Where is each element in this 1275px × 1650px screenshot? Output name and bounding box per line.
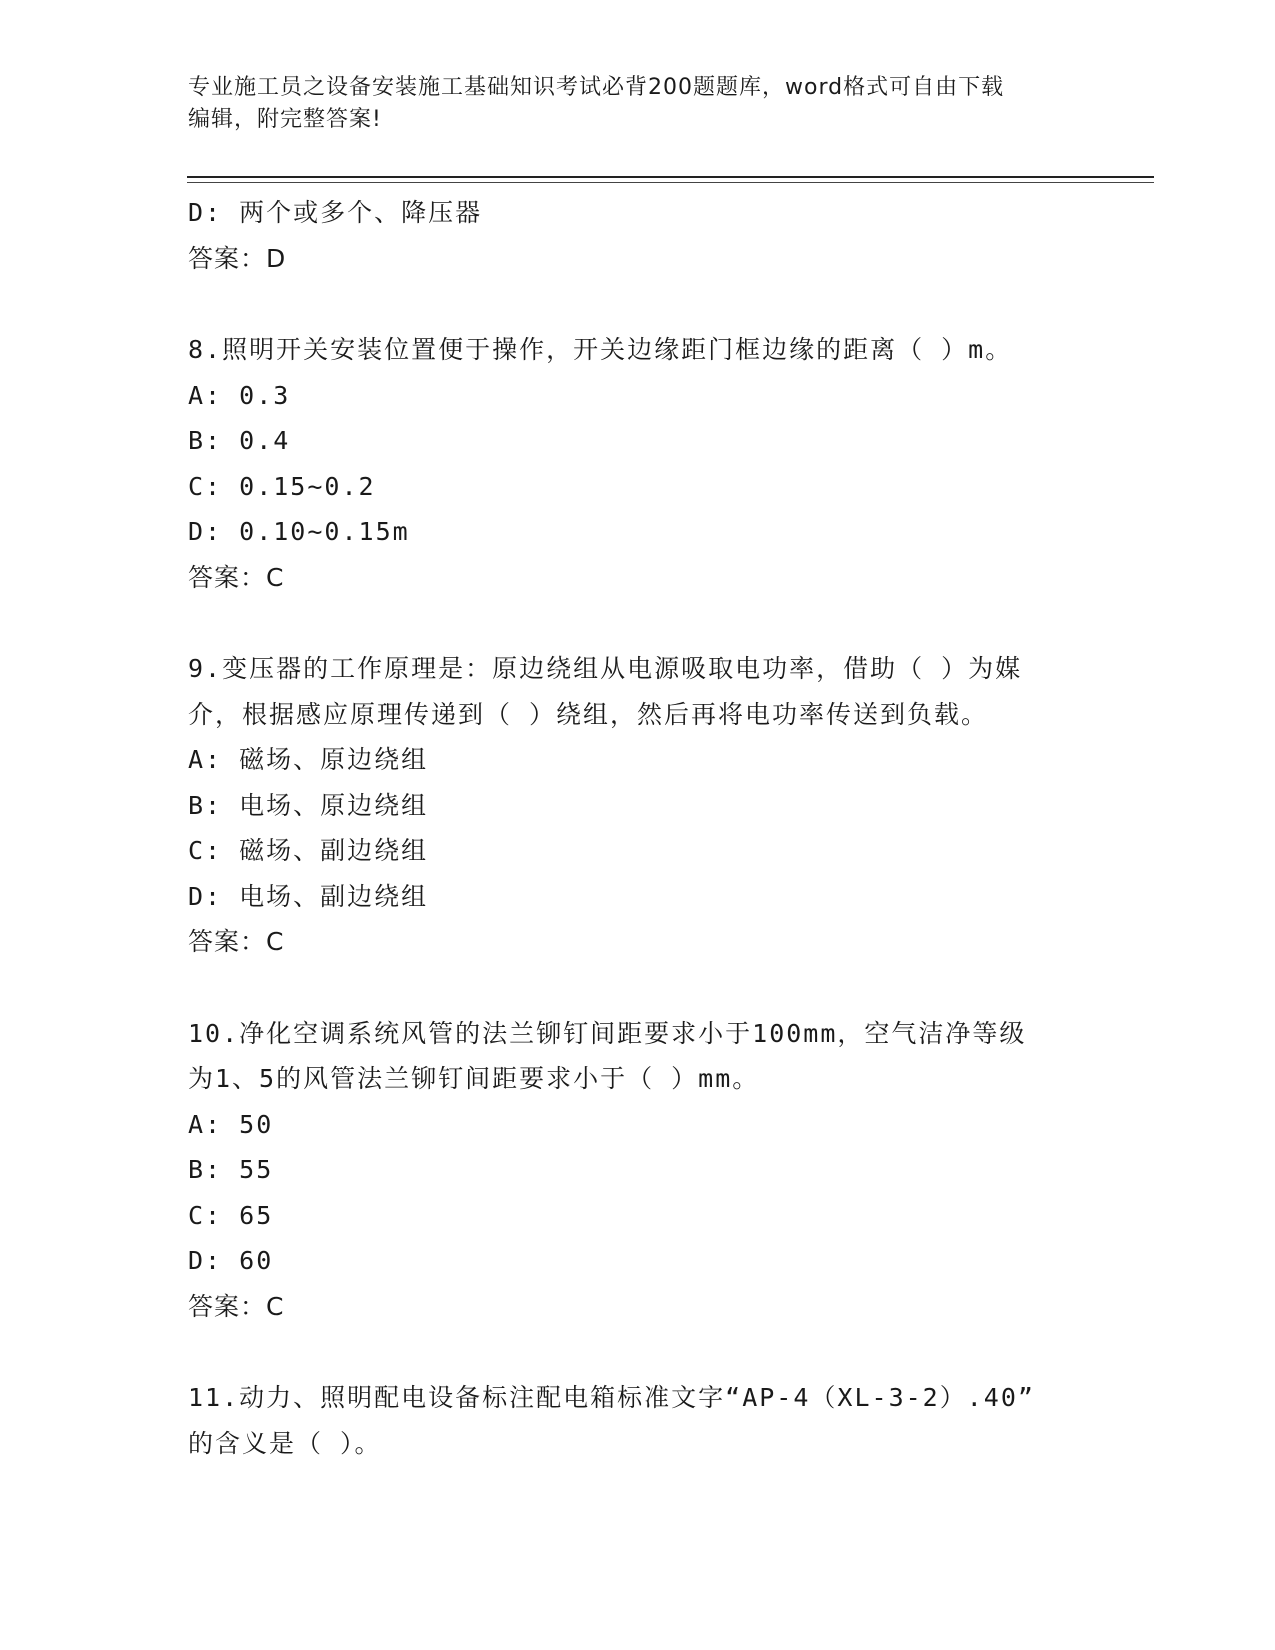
header-title-line-1: 专业施工员之设备安装施工基础知识考试必背200题题库，word格式可自由下载 bbox=[188, 75, 1005, 100]
q9-option-b: B: 电场、原边绕组 bbox=[188, 790, 429, 820]
q8-answer: 答案：C bbox=[188, 562, 285, 592]
q10-option-b: B: 55 bbox=[188, 1155, 274, 1184]
q11-stem-line-1: 11.动力、照明配电设备标注配电箱标准文字“AP-4（XL-3-2）.40” bbox=[188, 1383, 1035, 1412]
q10-stem-line-2: 为1、5的风管法兰铆钉间距要求小于（ ）mm。 bbox=[188, 1064, 760, 1093]
q9-option-d: D: 电场、副边绕组 bbox=[188, 881, 429, 911]
q8-option-b: B: 0.4 bbox=[188, 426, 291, 455]
q10-option-c: C: 65 bbox=[188, 1200, 274, 1230]
q9-stem-line-1: 9.变压器的工作原理是：原边绕组从电源吸取电功率，借助（ ）为媒 bbox=[188, 654, 1023, 683]
q9-option-a: A: 磁场、原边绕组 bbox=[188, 745, 429, 774]
header-divider-thin bbox=[187, 182, 1154, 183]
header-title-line-2: 编辑，附完整答案! bbox=[188, 107, 382, 132]
prev-answer: 答案：D bbox=[188, 243, 287, 273]
header-divider-thick bbox=[187, 176, 1154, 178]
document-header bbox=[188, 72, 1088, 136]
q8-option-c: C: 0.15~0.2 bbox=[188, 471, 376, 501]
q8-stem-line-1: 8.照明开关安装位置便于操作，开关边缘距门框边缘的距离（ ）m。 bbox=[188, 335, 1013, 364]
q10-stem-line-1: 10.净化空调系统风管的法兰铆钉间距要求小于100mm，空气洁净等级 bbox=[188, 1018, 1027, 1048]
q10-option-d: D: 60 bbox=[188, 1246, 274, 1275]
prev-option-d: D: 两个或多个、降压器 bbox=[188, 198, 483, 227]
q9-stem-line-2: 介，根据感应原理传递到（ ）绕组，然后再将电功率传送到负载。 bbox=[188, 699, 989, 729]
q9-option-c: C: 磁场、副边绕组 bbox=[188, 836, 429, 865]
q11-stem-line-2: 的含义是（ ）。 bbox=[188, 1428, 382, 1458]
q8-option-a: A: 0.3 bbox=[188, 380, 291, 410]
q9-answer: 答案：C bbox=[188, 927, 285, 956]
q10-option-a: A: 50 bbox=[188, 1109, 274, 1139]
question-list bbox=[188, 190, 1088, 1466]
q10-answer: 答案：C bbox=[188, 1291, 285, 1321]
q8-option-d: D: 0.10~0.15m bbox=[188, 517, 410, 546]
